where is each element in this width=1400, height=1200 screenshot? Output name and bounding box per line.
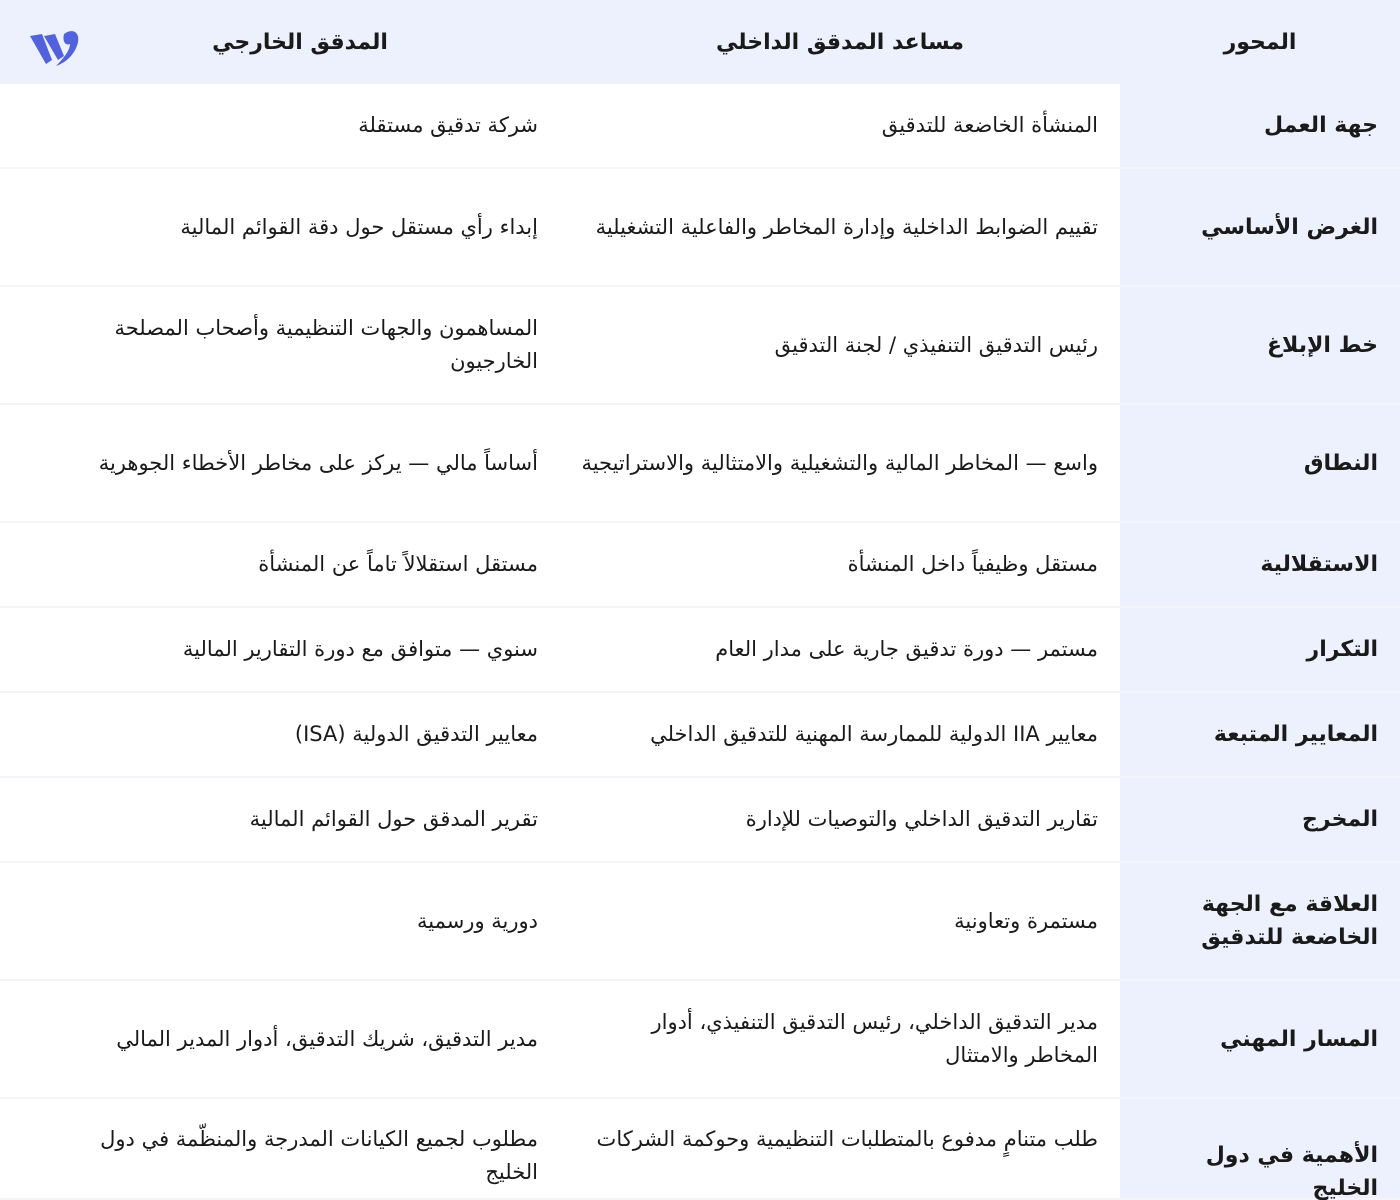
row-axis-label: جهة العمل (1120, 84, 1400, 167)
table-row (0, 981, 1400, 1099)
internal-cell: طلب متنامٍ مدفوع بالمتطلبات التنظيمية وحوكمة الشركات (596, 1127, 1098, 1151)
row-axis-label: المخرج (1120, 778, 1400, 861)
external-cell: معايير التدقيق الدولية (ISA) (294, 722, 538, 746)
external-cell: شركة تدقيق مستقلة (358, 113, 538, 137)
external-cell: إبداء رأي مستقل حول دقة القوائم المالية (180, 214, 538, 239)
table-header-row (0, 0, 1400, 84)
row-axis-label: النطاق (1120, 405, 1400, 521)
table-row (0, 608, 1400, 693)
table-row (0, 693, 1400, 778)
internal-cell: المنشأة الخاضعة للتدقيق (881, 113, 1098, 137)
internal-cell: تقارير التدقيق الداخلي والتوصيات للإدارة (745, 807, 1098, 831)
table-row (0, 863, 1400, 981)
internal-cell: مدير التدقيق الداخلي، رئيس التدقيق التنفيذي، أدوار المخاطر والامتثال (651, 1010, 1098, 1067)
internal-cell: مستمرة وتعاونية (954, 908, 1098, 933)
table-row (0, 1099, 1400, 1200)
row-axis-label: الغرض الأساسي (1120, 169, 1400, 285)
external-cell: سنوي — متوافق مع دورة التقارير المالية (182, 637, 538, 661)
table-row (0, 778, 1400, 863)
row-axis-label: الاستقلالية (1120, 523, 1400, 606)
table-row (0, 84, 1400, 169)
external-cell: مستقل استقلالاً تاماً عن المنشأة (258, 552, 538, 576)
column-header-external-auditor (0, 0, 560, 84)
external-cell: دورية ورسمية (416, 908, 538, 933)
external-cell: المساهمون والجهات التنظيمية وأصحاب المصلحة الخارجيون (114, 316, 538, 373)
column-header-axis: المحور (1120, 0, 1400, 84)
internal-cell: مستمر — دورة تدقيق جارية على مدار العام (715, 637, 1098, 661)
column-header-internal-auditor (560, 0, 1120, 84)
table-row (0, 523, 1400, 608)
table-row (0, 169, 1400, 287)
column-header-internal-label: مساعد المدقق الداخلي (716, 29, 964, 55)
external-cell: أساساً مالي — يركز على مخاطر الأخطاء الجوهرية (98, 450, 538, 475)
row-axis-label: المعايير المتبعة (1120, 693, 1400, 776)
row-axis-label: العلاقة مع الجهة الخاضعة للتدقيق (1120, 863, 1400, 979)
table-row (0, 287, 1400, 405)
internal-cell: معايير IIA الدولية للممارسة المهنية للتدقيق الداخلي (650, 722, 1098, 746)
external-cell: تقرير المدقق حول القوائم المالية (249, 807, 538, 831)
internal-cell: مستقل وظيفياً داخل المنشأة (847, 552, 1098, 576)
w-brand-logo-icon (28, 26, 82, 70)
internal-cell: رئيس التدقيق التنفيذي / لجنة التدقيق (774, 332, 1098, 357)
table-row (0, 405, 1400, 523)
row-axis-label: الأهمية في دول الخليج (1120, 1099, 1400, 1198)
external-cell: مدير التدقيق، شريك التدقيق، أدوار المدير المالي (116, 1026, 538, 1051)
row-axis-label: التكرار (1120, 608, 1400, 691)
external-cell: مطلوب لجميع الكيانات المدرجة والمنظّمة في دول الخليج (100, 1127, 538, 1184)
row-axis-label: المسار المهني (1120, 981, 1400, 1097)
column-header-external-label: المدقق الخارجي (212, 29, 388, 55)
internal-cell: تقييم الضوابط الداخلية وإدارة المخاطر والفاعلية التشغيلية (595, 214, 1098, 239)
row-axis-label: خط الإبلاغ (1120, 287, 1400, 403)
internal-cell: واسع — المخاطر المالية والتشغيلية والامتثالية والاستراتيجية (581, 450, 1098, 475)
